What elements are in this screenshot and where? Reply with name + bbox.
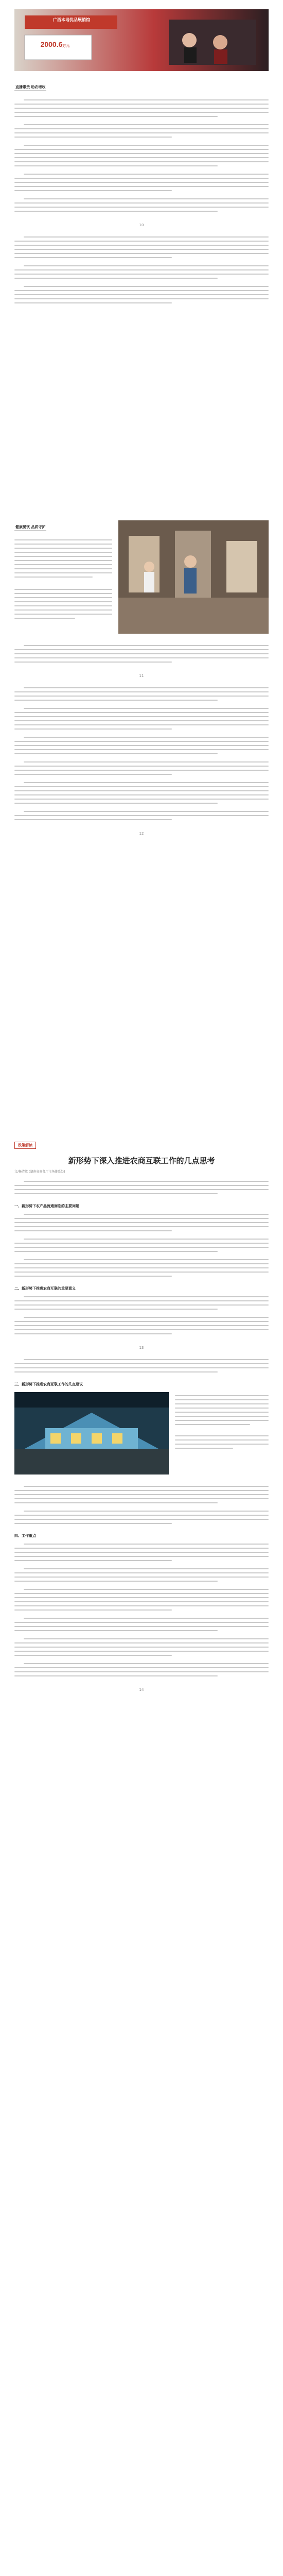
banner-sign: 广西本地优品展销馆 [53, 18, 90, 22]
banner-price-value: 2000.6 [40, 40, 63, 48]
banner-price [27, 40, 83, 48]
section2 [14, 520, 269, 845]
article2-subhead-4: 四、工作重点 [14, 1534, 36, 1538]
page-number: 10 [139, 223, 144, 227]
section2-label: 健康餐饮 品质守护 [14, 524, 46, 531]
section2-photo [118, 520, 269, 634]
page-number: 12 [139, 832, 144, 836]
article2-photo [14, 1392, 169, 1475]
article2-subhead-1: 一、新形势下农产品流通面临的主要问题 [14, 1204, 79, 1208]
page-number: 13 [139, 1346, 144, 1350]
banner-price-unit: 万元 [62, 44, 70, 48]
page-number: 11 [139, 674, 144, 678]
section1-label: 直播带货 助农增收 [14, 84, 46, 91]
article2-subhead-2: 二、新形势下推进农商互联的重要意义 [14, 1286, 76, 1291]
article2-tag: 政策解读 [14, 1142, 36, 1149]
article2 [14, 1139, 269, 1701]
page-number: 14 [139, 1688, 144, 1692]
section2-text [14, 520, 112, 634]
section1 [14, 80, 269, 311]
article2-byline: 文/杨清敏 (湖南省商务厅市场体系处) [14, 1170, 65, 1174]
article2-title: 新形势下深入推进农商互联工作的几点思考 [68, 1156, 215, 1165]
article2-subhead-3: 三、新形势下推进农商互联工作的几点建议 [14, 1382, 83, 1386]
